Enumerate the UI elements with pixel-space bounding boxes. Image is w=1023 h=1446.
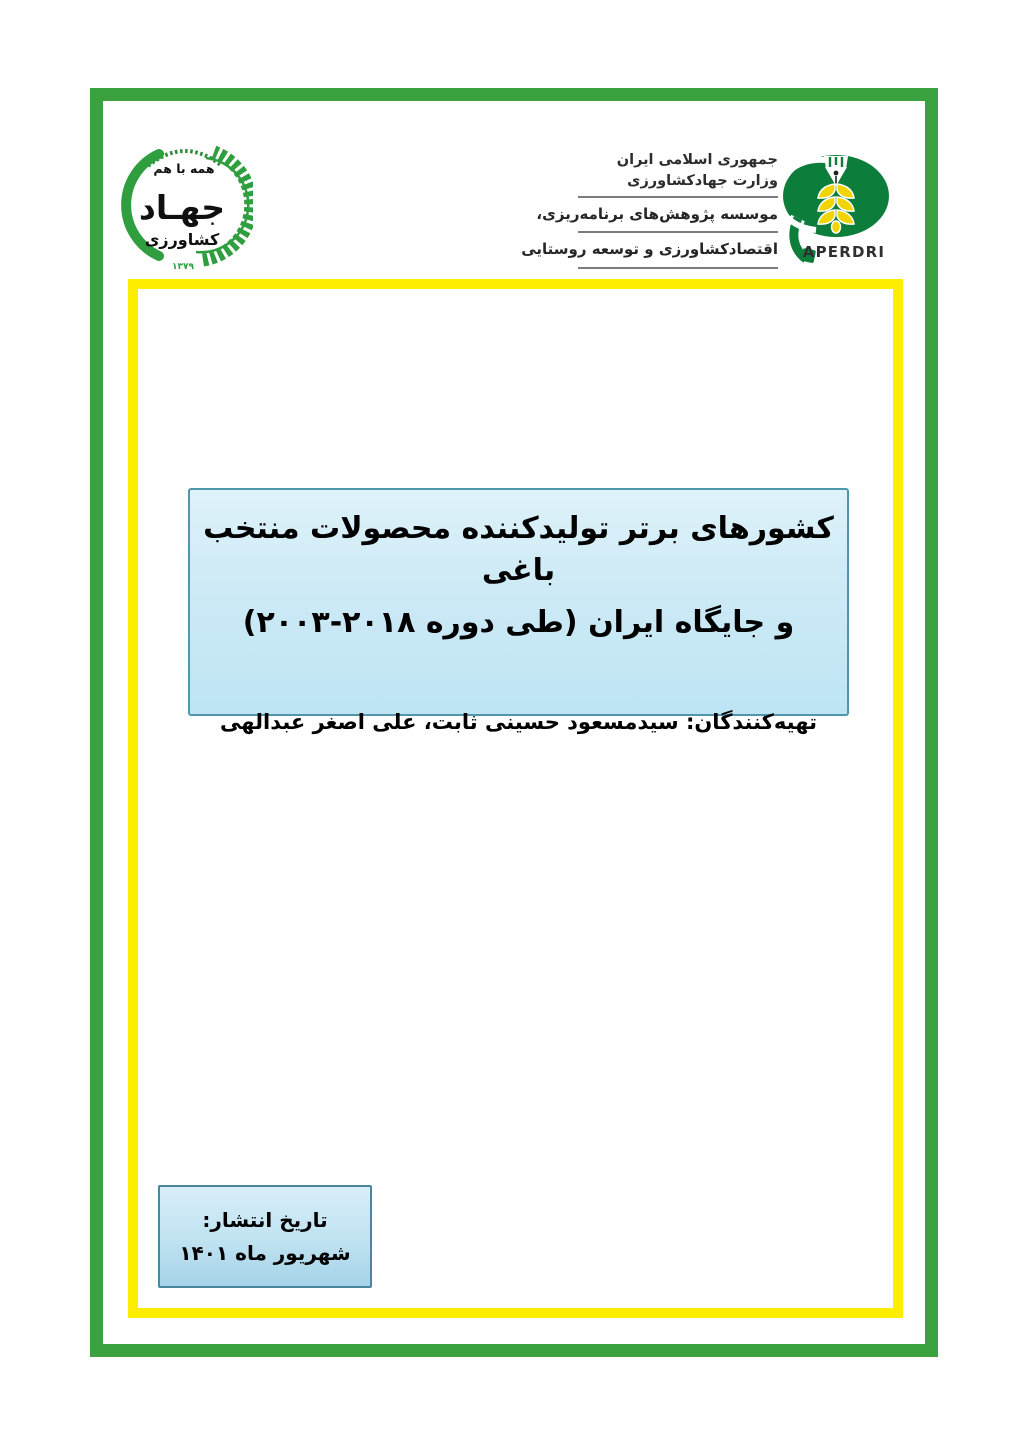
aperdri-wordmark: APERDRI — [802, 243, 886, 261]
authors-line: تهیه‌کنندگان: سیدمسعود حسینی ثابت، علی اصغر عبدالهی — [220, 710, 817, 734]
divider-line — [578, 231, 778, 233]
inner-yellow-frame — [128, 279, 903, 1318]
title-box — [188, 488, 849, 734]
publication-date-value: شهریور ماه ۱۴۰۱ — [179, 1241, 351, 1265]
aperdri-logo-icon — [780, 140, 920, 265]
publication-date-box — [158, 1185, 372, 1288]
publication-date-label: تاریخ انتشار: — [202, 1208, 328, 1232]
country-name: جمهوری اسلامی ایران — [616, 152, 778, 168]
divider-line — [578, 196, 778, 198]
institute-name-line2: اقتصادکشاورزی و توسعه روستایی — [521, 240, 778, 259]
emblem-motto: همه با هم — [153, 161, 215, 176]
emblem-year: ۱۳۷۹ — [172, 262, 194, 272]
pen-nib-hole — [834, 171, 839, 176]
ministry-name: وزارت جهادکشاورزی — [627, 173, 778, 190]
jihad-keshavarzi-logo-icon — [118, 128, 253, 276]
emblem-sub-word: کشاورزی — [144, 230, 220, 249]
header-org-block — [521, 150, 778, 272]
report-title-line1: کشورهای برتر تولیدکننده محصولات منتخب باغی — [203, 511, 834, 588]
report-title-line2: و جایگاه ایران (طی دوره ۲۰۱۸-۲۰۰۳) — [242, 605, 795, 640]
divider-line — [578, 267, 778, 269]
emblem-main-word: جهـاد — [138, 188, 226, 227]
institute-name-line1: موسسه پژوهش‌های برنامه‌ریزی، — [536, 205, 778, 224]
